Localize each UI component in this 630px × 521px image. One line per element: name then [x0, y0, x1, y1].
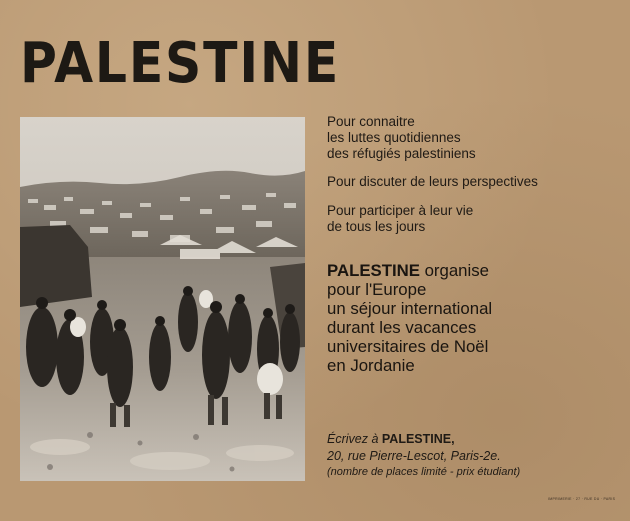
- poster-title: PALESTINE: [20, 31, 341, 96]
- contact-line: [327, 431, 520, 448]
- headline-line: durant les vacances: [327, 318, 477, 337]
- contact-note: (nombre de places limité - prix étudiant): [327, 466, 521, 478]
- contact-block: [327, 431, 520, 481]
- headline-line: en Jordanie: [327, 356, 415, 375]
- printer-mark: IMPRIMERIE · 27 · RUE DU · PARIS: [548, 497, 616, 501]
- headline-line: universitaires de Noël: [327, 337, 489, 356]
- headline-line: un séjour international: [327, 299, 493, 318]
- intro-line: les luttes quotidiennes: [327, 130, 461, 145]
- contact-prefix: Écrivez à: [327, 432, 382, 446]
- headline-line: pour l'Europe: [327, 280, 427, 299]
- headline-line: [327, 261, 492, 280]
- refugee-camp-photo: [20, 117, 305, 481]
- headline-announcement: [327, 261, 492, 375]
- contact-address: 20, rue Pierre-Lescot, Paris-2e.: [327, 448, 501, 463]
- intro-line: de tous les jours: [327, 219, 426, 234]
- intro-line: Pour connaitre: [327, 114, 415, 129]
- intro-line: des réfugiés palestiniens: [327, 146, 476, 161]
- contact-brand: PALESTINE,: [381, 432, 455, 446]
- intro-line: Pour discuter de leurs perspectives: [327, 174, 538, 189]
- headline-brand: PALESTINE: [327, 261, 420, 280]
- intro-group-discuss: [327, 174, 538, 190]
- intro-line: Pour participer à leur vie: [327, 203, 474, 218]
- intro-group-participate: [327, 203, 473, 235]
- headline-first-rest: organise: [419, 261, 489, 280]
- intro-group-know: [327, 114, 476, 162]
